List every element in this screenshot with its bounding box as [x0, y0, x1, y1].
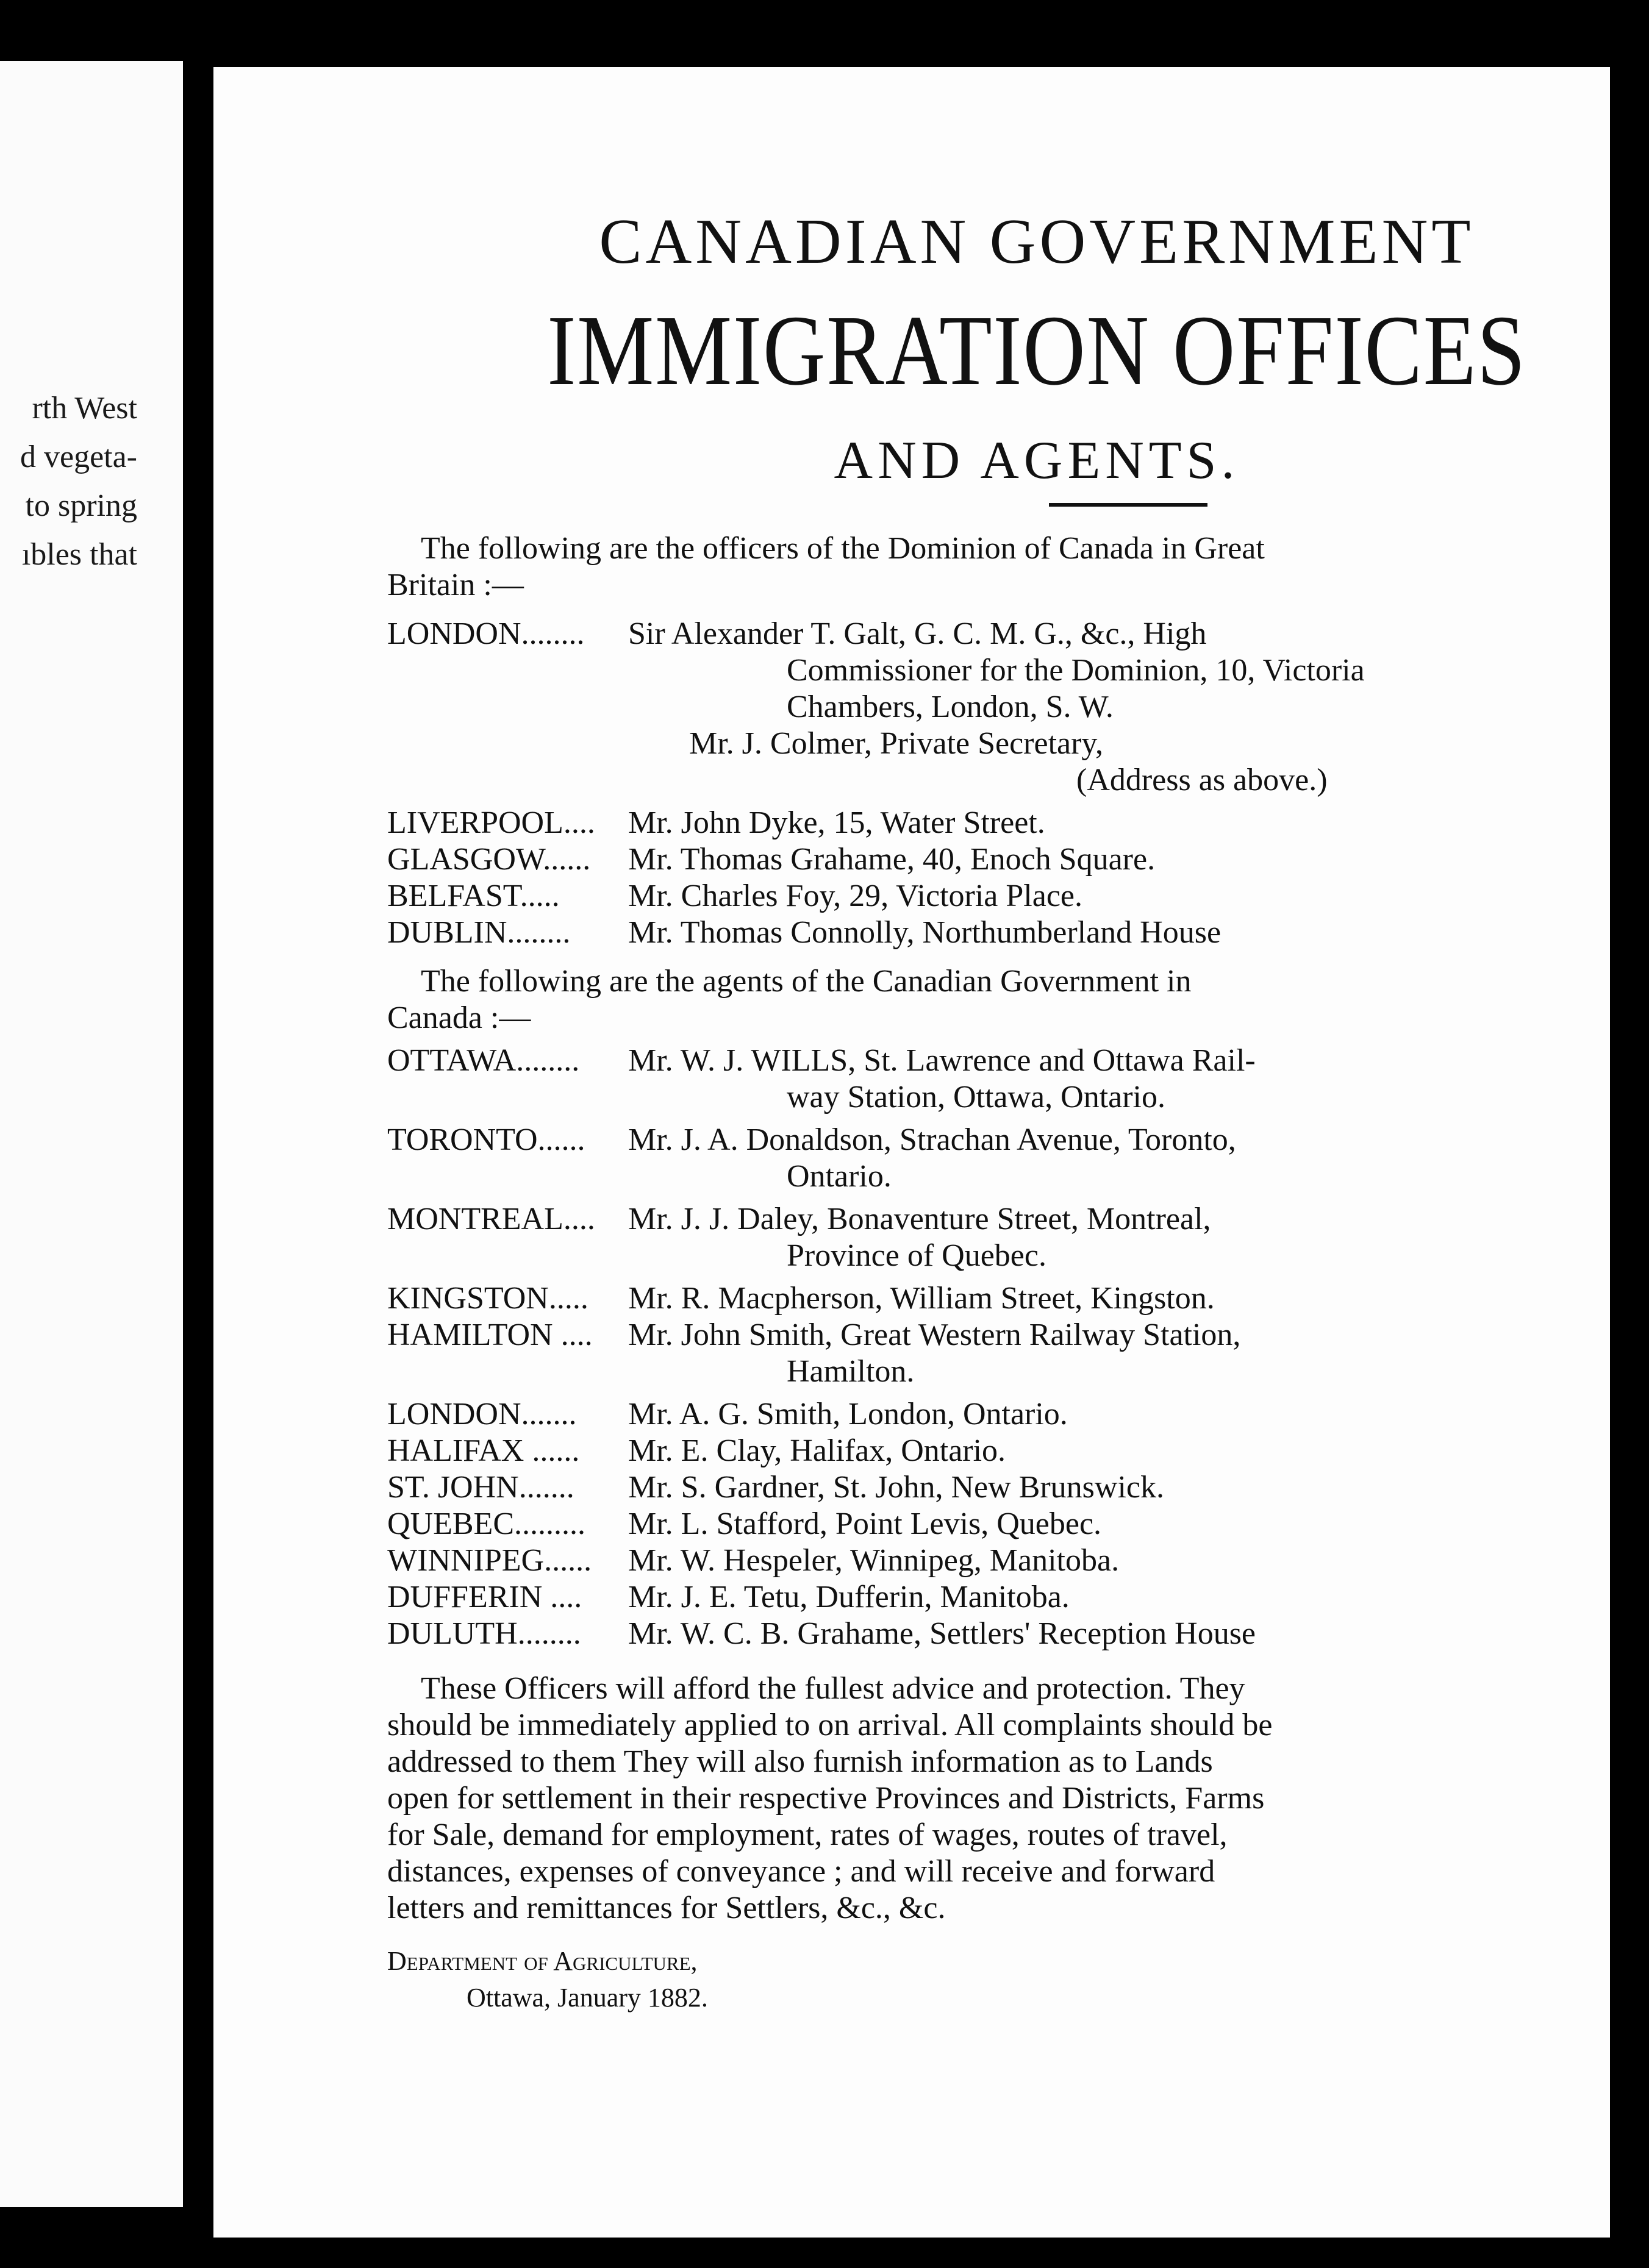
- office-secretary: Mr. J. Colmer, Private Secretary,: [689, 726, 1104, 761]
- closing-line: open for settlement in their respective Provinces and Districts, Farms: [387, 1781, 1265, 1816]
- heading-line-3: AND AGENTS.: [834, 431, 1240, 490]
- agent-place: HAMILTON ....: [387, 1318, 593, 1352]
- department-date: Ottawa, January 1882.: [467, 1983, 708, 2013]
- office-desc: Mr. Charles Foy, 29, Victoria Place.: [628, 879, 1082, 913]
- office-place: LONDON........: [387, 616, 585, 651]
- office-secretary-address: (Address as above.): [1076, 763, 1328, 797]
- agent-place: LONDON.......: [387, 1397, 577, 1432]
- agent-desc: Mr. W. Hespeler, Winnipeg, Manitoba.: [628, 1543, 1120, 1578]
- office-desc-cont: Chambers, London, S. W.: [787, 690, 1114, 724]
- place-name: TORONTO: [387, 1122, 538, 1157]
- agent-desc: Mr. John Smith, Great Western Railway Station,: [628, 1318, 1241, 1352]
- place-name: ST. JOHN: [387, 1470, 519, 1505]
- place-name: WINNIPEG: [387, 1543, 545, 1578]
- agent-desc-cont: way Station, Ottawa, Ontario.: [787, 1080, 1165, 1114]
- place-name: DULUTH: [387, 1616, 518, 1651]
- intro-canada-line: The following are the agents of the Canadian Government in: [421, 964, 1192, 999]
- closing-line: distances, expenses of conveyance ; and will receive and forward: [387, 1854, 1215, 1889]
- heading-line-1: CANADIAN GOVERNMENT: [599, 205, 1475, 277]
- agent-place: TORONTO......: [387, 1122, 585, 1157]
- place-name: DUFFERIN: [387, 1580, 543, 1614]
- place-name: LONDON: [387, 1397, 521, 1432]
- agent-desc: Mr. J. E. Tetu, Dufferin, Manitoba.: [628, 1580, 1070, 1614]
- office-desc-cont: Commissioner for the Dominion, 10, Victoria: [787, 653, 1365, 688]
- agent-desc: Mr. A. G. Smith, London, Ontario.: [628, 1397, 1068, 1432]
- agent-desc: Mr. S. Gardner, St. John, New Brunswick.: [628, 1470, 1164, 1505]
- closing-line: These Officers will afford the fullest advice and protection. They: [421, 1671, 1245, 1706]
- place-name: MONTREAL: [387, 1202, 563, 1236]
- agent-place: HALIFAX ......: [387, 1433, 580, 1468]
- agent-desc: Mr. E. Clay, Halifax, Ontario.: [628, 1433, 1006, 1468]
- intro-britain-line: The following are the officers of the Dominion of Canada in Great: [421, 531, 1265, 566]
- office-place: DUBLIN........: [387, 915, 571, 950]
- left-page-edge: [0, 61, 183, 2207]
- intro-britain-line: Britain :—: [387, 568, 524, 602]
- agent-place: DUFFERIN ....: [387, 1580, 582, 1614]
- agent-desc: Mr. L. Stafford, Point Levis, Quebec.: [628, 1507, 1102, 1541]
- place-name: GLASGOW: [387, 842, 543, 877]
- left-page-text: [0, 61, 137, 579]
- agent-place: ST. JOHN.......: [387, 1470, 574, 1505]
- agent-desc-cont: Ontario.: [787, 1159, 892, 1194]
- heading-line-2: IMMIGRATION OFFICES: [547, 294, 1526, 406]
- agent-desc: Mr. J. A. Donaldson, Strachan Avenue, Toronto,: [628, 1122, 1236, 1157]
- agent-place: MONTREAL....: [387, 1202, 595, 1236]
- agent-desc-cont: Hamilton.: [787, 1354, 915, 1389]
- closing-line: addressed to them They will also furnish information as to Lands: [387, 1744, 1213, 1779]
- place-name: BELFAST: [387, 879, 520, 913]
- closing-line: for Sale, demand for employment, rates of wages, routes of travel,: [387, 1817, 1228, 1852]
- place-name: OTTAWA: [387, 1043, 517, 1078]
- closing-line: should be immediately applied to on arrival. All complaints should be: [387, 1708, 1273, 1742]
- left-fragment-line: ıbles that: [21, 537, 137, 572]
- agent-place: OTTAWA........: [387, 1043, 580, 1078]
- office-place: GLASGOW......: [387, 842, 591, 877]
- department-name: Department of Agriculture,: [387, 1946, 698, 1976]
- office-desc: Sir Alexander T. Galt, G. C. M. G., &c., High: [628, 616, 1207, 651]
- left-fragment-line: to spring: [25, 488, 137, 523]
- agent-place: QUEBEC.........: [387, 1507, 585, 1541]
- place-name: HAMILTON: [387, 1318, 553, 1352]
- agent-desc: Mr. J. J. Daley, Bonaventure Street, Montreal,: [628, 1202, 1211, 1236]
- agent-desc-cont: Province of Quebec.: [787, 1238, 1046, 1273]
- book-gutter: [183, 0, 213, 2268]
- office-place: BELFAST.....: [387, 879, 560, 913]
- place-name: LONDON: [387, 616, 521, 651]
- agent-desc: Mr. W. C. B. Grahame, Settlers' Reception House: [628, 1616, 1256, 1651]
- place-name: HALIFAX: [387, 1433, 524, 1468]
- place-name: KINGSTON: [387, 1281, 549, 1316]
- office-desc: Mr. Thomas Connolly, Northumberland House: [628, 915, 1222, 950]
- heading-rule: [1049, 503, 1207, 507]
- left-fragment-line: rth West: [32, 391, 137, 426]
- office-desc: Mr. Thomas Grahame, 40, Enoch Square.: [628, 842, 1156, 877]
- place-name: DUBLIN: [387, 915, 507, 950]
- agent-desc: Mr. W. J. WILLS, St. Lawrence and Ottawa Rail-: [628, 1043, 1256, 1078]
- agent-place: DULUTH........: [387, 1616, 581, 1651]
- agent-place: KINGSTON.....: [387, 1281, 588, 1316]
- place-name: LIVERPOOL: [387, 805, 563, 840]
- intro-canada-line: Canada :—: [387, 1000, 531, 1035]
- intro-britain: [387, 530, 1473, 567]
- document-page: [213, 67, 1610, 2238]
- closing-line: letters and remittances for Settlers, &c., &c.: [387, 1891, 946, 1925]
- agent-place: WINNIPEG......: [387, 1543, 592, 1578]
- agent-desc: Mr. R. Macpherson, William Street, Kingston.: [628, 1281, 1215, 1316]
- office-place: LIVERPOOL....: [387, 805, 595, 840]
- place-name: QUEBEC: [387, 1507, 514, 1541]
- office-desc: Mr. John Dyke, 15, Water Street.: [628, 805, 1045, 840]
- left-fragment-line: d vegeta-: [20, 440, 137, 474]
